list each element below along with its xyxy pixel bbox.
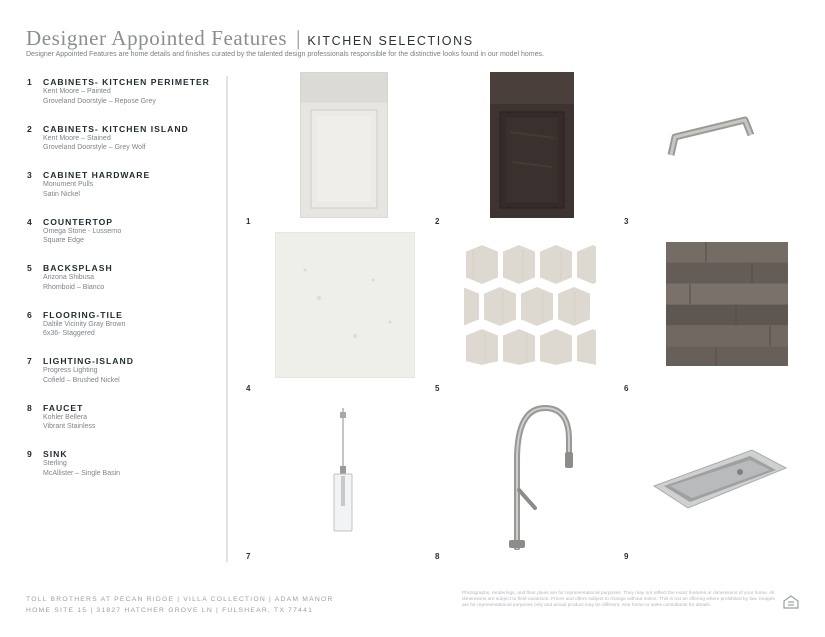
image-number: 4 <box>246 384 251 393</box>
item-number: 1 <box>27 77 33 87</box>
title-separator: | <box>296 26 301 50</box>
page-subtitle: KITCHEN SELECTIONS <box>307 34 474 48</box>
item-detail: Kent Moore – Painted <box>43 88 111 95</box>
stained-cabinet-door-image <box>490 72 574 218</box>
image-number: 3 <box>624 217 629 226</box>
item-number: 8 <box>27 402 33 413</box>
painted-cabinet-door-image <box>300 72 388 218</box>
item-title: CABINETS- KITCHEN PERIMETER <box>43 77 210 87</box>
item-detail: Rhomboid – Bianco <box>43 283 105 291</box>
footer-disclaimer: Photographs, renderings, and floor plans are for representational purposes. They may not reflect the exact features or dimensions of your home. All dimensions are subject to field variations. Prices and offers subject to change without notice. This is not an offering where prohibited by law. Images are for representational purposes only and actual product may be different. See home or sales consultants for details. <box>462 591 775 608</box>
item-detail: Kent Moore – Stained <box>43 134 111 142</box>
item-number: 9 <box>27 449 33 459</box>
item-number: 2 <box>27 123 33 134</box>
item-title: FAUCET <box>43 402 84 413</box>
item-title: SINK <box>43 449 68 459</box>
item-title: CABINETS- KITCHEN ISLAND <box>43 123 189 134</box>
item-title: LIGHTING-ISLAND <box>43 356 134 366</box>
item-detail: Monument Pulls <box>43 181 94 188</box>
floor-tile-image <box>666 242 788 366</box>
item-number: 6 <box>27 309 33 320</box>
cabinet-pull-image <box>665 115 760 170</box>
equal-housing-icon <box>783 595 799 609</box>
image-number: 2 <box>435 217 440 226</box>
item-detail: 6x36- Staggered <box>43 330 95 338</box>
selection-item <box>27 310 217 357</box>
pendant-light-image <box>328 408 358 533</box>
image-number: 1 <box>246 217 251 226</box>
footer-address <box>26 594 334 616</box>
item-detail: Kohler Bellera <box>43 413 87 421</box>
item-detail: Sterling <box>43 460 67 467</box>
item-title: COUNTERTOP <box>43 216 114 227</box>
item-detail: Cofield – Brushed Nickel <box>43 376 120 384</box>
page-title: Designer Appointed Features <box>26 26 288 50</box>
page-header <box>26 26 474 51</box>
item-title: BACKSPLASH <box>43 263 113 273</box>
selection-item <box>27 124 217 171</box>
item-detail: Progress Lighting <box>43 367 98 374</box>
footer-homesite: HOME SITE 15 | 31827 HATCHER GROVE LN | FULSHEAR, TX 77441 <box>26 607 314 614</box>
selection-item <box>27 217 217 264</box>
item-detail: McAllister – Single Basin <box>43 469 121 477</box>
item-detail: Groveland Doorstyle – Repose Grey <box>43 97 156 105</box>
backsplash-mosaic-image <box>463 244 597 366</box>
item-detail: Daltile Vicinity Gray Brown <box>43 320 126 328</box>
sink-image <box>652 448 788 514</box>
countertop-swatch-image <box>275 232 415 378</box>
footer-community: TOLL BROTHERS AT PECAN RIDGE | VILLA COLLECTION | ADAM MANOR <box>26 596 334 603</box>
item-detail: Satin Nickel <box>43 190 80 198</box>
item-number: 7 <box>27 356 33 366</box>
vertical-divider <box>226 76 228 562</box>
image-number: 6 <box>624 384 629 393</box>
selection-item <box>27 403 217 450</box>
item-detail: Vibrant Stainless <box>43 423 96 431</box>
item-detail: Groveland Doorstyle – Grey Wolf <box>43 144 146 152</box>
item-number: 3 <box>27 170 33 180</box>
item-title: FLOORING-TILE <box>43 309 123 320</box>
image-number: 9 <box>624 552 629 561</box>
image-number: 8 <box>435 552 440 561</box>
item-number: 5 <box>27 263 33 273</box>
selection-item <box>27 356 217 403</box>
item-title: CABINET HARDWARE <box>43 170 151 180</box>
selections-list <box>27 77 217 496</box>
item-number: 4 <box>27 216 33 227</box>
selection-item <box>27 77 217 124</box>
item-detail: Square Edge <box>43 237 84 245</box>
selection-item <box>27 449 217 496</box>
selection-item <box>27 263 217 310</box>
item-detail: Arizona Shibusa <box>43 274 94 281</box>
item-detail: Omega Stone - Lusserno <box>43 227 122 235</box>
selection-item <box>27 170 217 217</box>
image-number: 5 <box>435 384 440 393</box>
image-number: 7 <box>246 552 251 561</box>
faucet-image <box>495 400 580 550</box>
intro-text: Designer Appointed Features are home details and finishes curated by the talented design professionals responsible for the distinctive looks found in our model homes. <box>26 51 544 58</box>
